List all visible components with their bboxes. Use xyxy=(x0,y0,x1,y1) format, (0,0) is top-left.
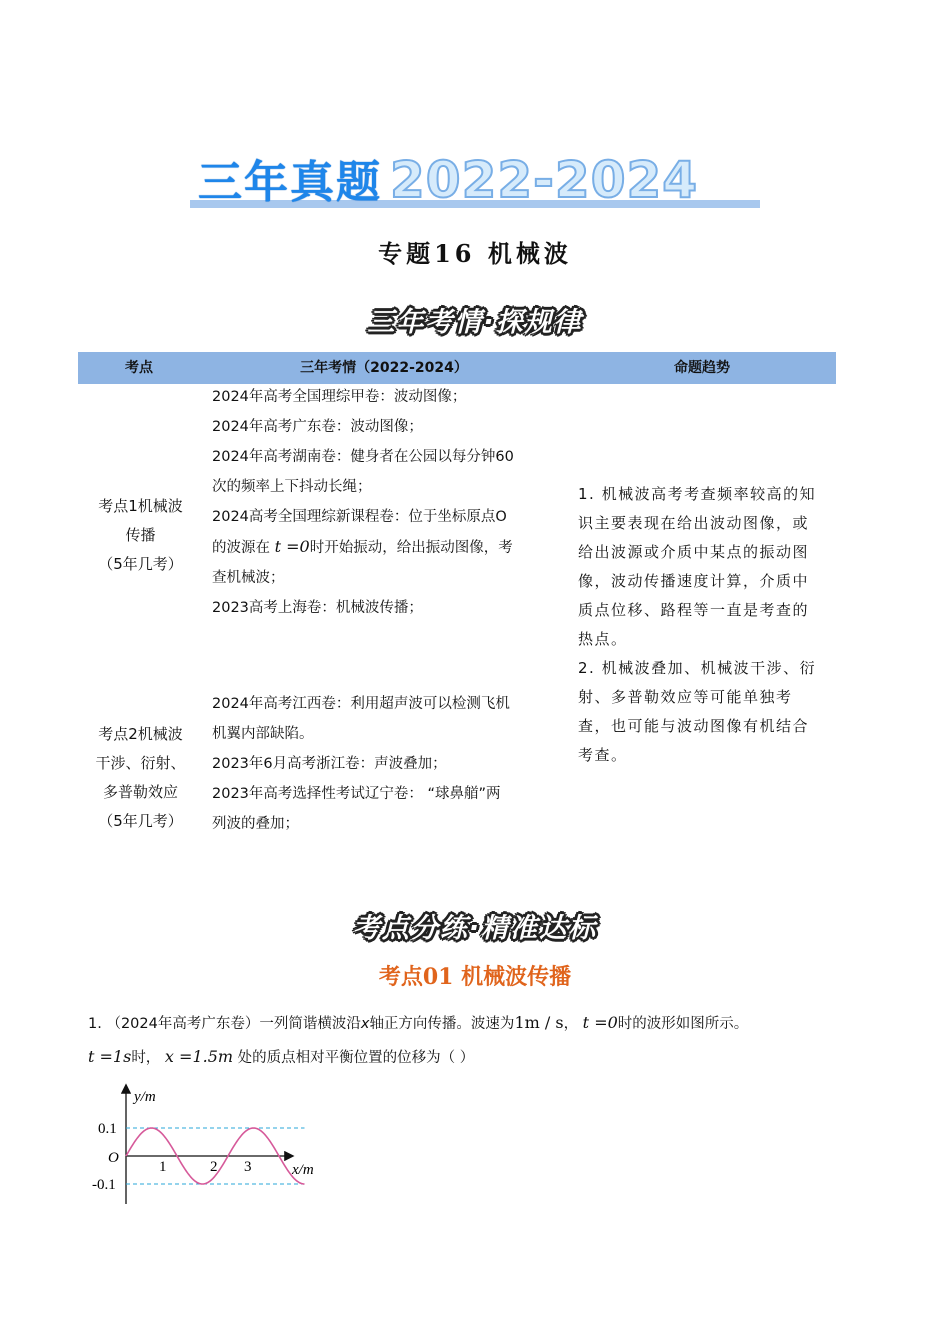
y-tick-label: 0.1 xyxy=(98,1121,117,1137)
list-item: 查机械波； xyxy=(212,570,285,586)
x-tick-label: 1 xyxy=(159,1159,167,1175)
table-row-2-point: 考点2机械波 干涉、衍射、 多普勒效应 （5年几考） xyxy=(95,725,186,830)
list-item: 机翼内部缺陷。 xyxy=(212,726,314,742)
table-row-1-exams xyxy=(212,382,568,623)
list-item: 列波的叠加； xyxy=(212,816,299,832)
section-ribbon-analysis: 三年考情·探规律 xyxy=(367,307,583,338)
list-item: 次的频率上下抖动长绳； xyxy=(212,479,372,495)
wave-graph xyxy=(86,1080,336,1210)
list-item: 2024年高考江西卷：利用超声波可以检测飞机 xyxy=(212,696,510,712)
list-item: 2023年高考选择性考试辽宁卷： “球鼻艏”两 xyxy=(212,786,501,802)
y-axis-label: y/m xyxy=(134,1089,156,1105)
x-tick-label: 3 xyxy=(244,1159,252,1175)
list-item: 2023高考上海卷：机械波传播； xyxy=(212,600,423,616)
table-row-2-exams xyxy=(212,689,568,839)
header-trend: 命题趋势 xyxy=(674,360,730,376)
x-axis-label: x/m xyxy=(292,1162,314,1178)
question-line-1: 1. （2024年高考广东卷）一列简谐横波沿x轴正方向传播。波速为1m / s， t =0时的波形如图所示。 xyxy=(88,1013,749,1032)
banner-title: 三年真题 xyxy=(198,157,382,208)
header-exam: 三年考情（2022-2024） xyxy=(300,360,468,376)
list-item: 2024年高考湖南卷：健身者在公园以每分钟60 xyxy=(212,449,514,465)
header-point: 考点 xyxy=(125,360,153,376)
banner-years: 2022-2024 xyxy=(390,151,699,209)
table-trend: 1. 机械波高考考查频率较高的知 识主要表现在给出波动图像，或 给出波源或介质中某点的振动图 像，波动传播速度计算，介质中 质点位移、路程等一直是考查的 热点。 2. 机械波叠加、机械波干涉、衍 射、多普勒效应等可能单独考 查，也可能与波动图像有机结合 考查。 xyxy=(578,485,817,764)
list-item: 2024年高考全国理综甲卷：波动图像； xyxy=(212,389,467,405)
document-title: 专题16 机械波 xyxy=(378,239,572,268)
title-banner xyxy=(190,148,760,208)
section-ribbon-practice: 考点分练·精准达标 xyxy=(352,913,598,944)
list-item: 2023年6月高考浙江卷：声波叠加； xyxy=(212,756,447,772)
list-item: 2024年高考广东卷：波动图像； xyxy=(212,419,423,435)
list-item: 的波源在 t =0时开始振动，给出振动图像，考 xyxy=(212,537,513,556)
table-row-1-point: 考点1机械波 传播 （5年几考） xyxy=(98,497,183,573)
table-header xyxy=(78,352,836,384)
section-title: 考点01 机械波传播 xyxy=(378,964,572,990)
question-line-2: t =1s时， x =1.5m 处的质点相对平衡位置的位移为（ ） xyxy=(88,1047,475,1066)
origin-label: O xyxy=(108,1150,119,1166)
list-item: 2024高考全国理综新课程卷：位于坐标原点O xyxy=(212,509,507,525)
x-tick-label: 2 xyxy=(210,1159,218,1175)
y-tick-label: -0.1 xyxy=(92,1177,116,1193)
